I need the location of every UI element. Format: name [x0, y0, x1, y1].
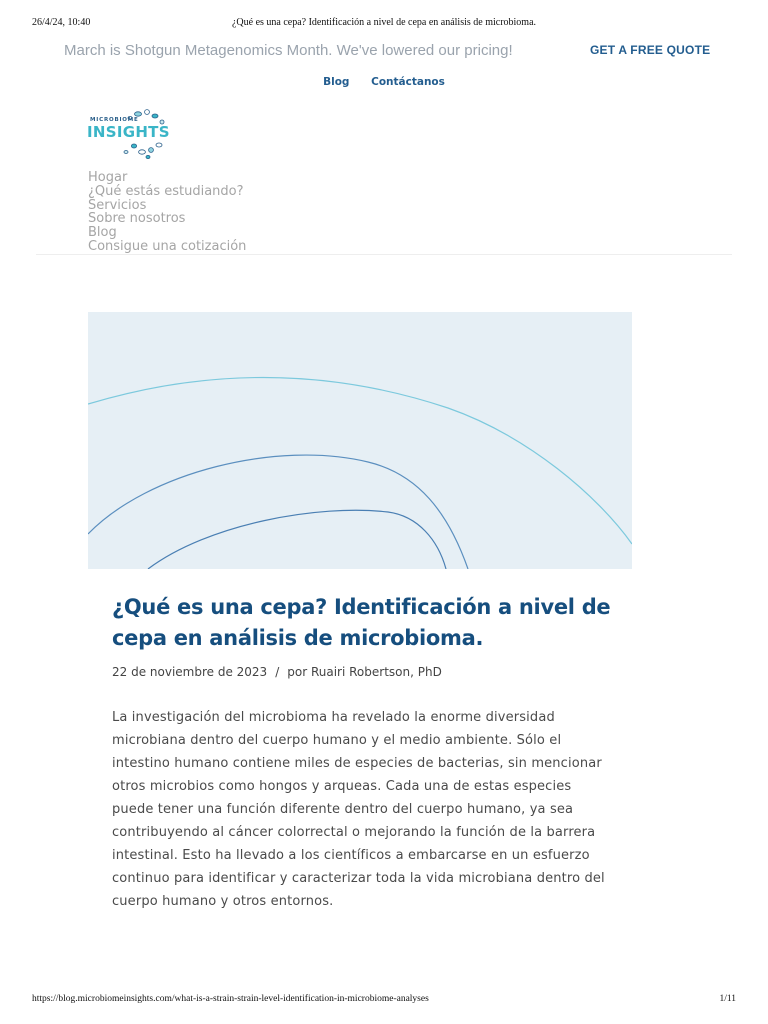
- article-author: por Ruairi Robertson, PhD: [287, 665, 442, 679]
- print-header: [0, 17, 768, 31]
- hero-image: [88, 312, 632, 569]
- promo-bar: [0, 40, 768, 64]
- byline-separator: /: [275, 665, 280, 679]
- main-nav-home[interactable]: Hogar: [88, 170, 128, 185]
- print-footer: [0, 994, 768, 1008]
- main-nav-about[interactable]: Sobre nosotros: [88, 211, 186, 227]
- top-nav-blog[interactable]: Blog: [323, 76, 350, 88]
- logo-word-small: MICROBIOME: [90, 117, 139, 123]
- top-nav-contact[interactable]: Contáctanos: [371, 76, 445, 88]
- free-quote-link[interactable]: GET A FREE QUOTE: [590, 43, 711, 57]
- site-logo[interactable]: [86, 106, 170, 162]
- article-title: ¿Qué es una cepa? Identificación a nivel de cepa en análisis de microbioma.: [112, 595, 611, 650]
- article-byline: [112, 665, 442, 679]
- hero-curves-graphic: [88, 312, 632, 569]
- print-url: https://blog.microbiomeinsights.com/what-is-a-strain-strain-level-identification-in-microbiome-analyses: [32, 994, 429, 1004]
- main-nav: [88, 171, 246, 254]
- print-document-title: ¿Qué es una cepa? Identificación a nivel de cepa en análisis de microbioma.: [231, 17, 537, 28]
- header-divider: [36, 254, 732, 255]
- logo-word-big: INSIGHTS: [87, 123, 170, 141]
- main-nav-quote[interactable]: Consigue una cotización: [88, 238, 247, 254]
- promo-text: March is Shotgun Metagenomics Month. We've lowered our pricing!: [64, 42, 513, 59]
- main-nav-services[interactable]: Servicios: [88, 197, 147, 213]
- main-nav-studying[interactable]: ¿Qué estás estudiando?: [88, 183, 244, 199]
- main-nav-blog[interactable]: Blog: [88, 225, 117, 241]
- print-date: 26/4/24, 10:40: [32, 17, 91, 28]
- article-date: 22 de noviembre de 2023: [112, 665, 268, 679]
- article-body: La investigación del microbioma ha revelado la enorme diversidad microbiana dentro del cuerpo humano y el medio ambiente. Sólo el intestino humano contiene miles de especies de bacterias, sin mencionar otros microbios como hongos y arqueas. Cada una de estas especies puede tener una función diferente dentro del cuerpo humano, ya sea contribuyendo al cáncer colorrectal o mejorando la función de la barrera intestinal. Esto ha llevado a los científicos a embarcarse en un esfuerzo continuo para identificar y caracterizar toda la vida microbiana dentro del cuerpo humano y otros entornos.: [112, 710, 605, 909]
- print-page-number: 1/11: [719, 994, 736, 1004]
- top-nav: [0, 76, 768, 88]
